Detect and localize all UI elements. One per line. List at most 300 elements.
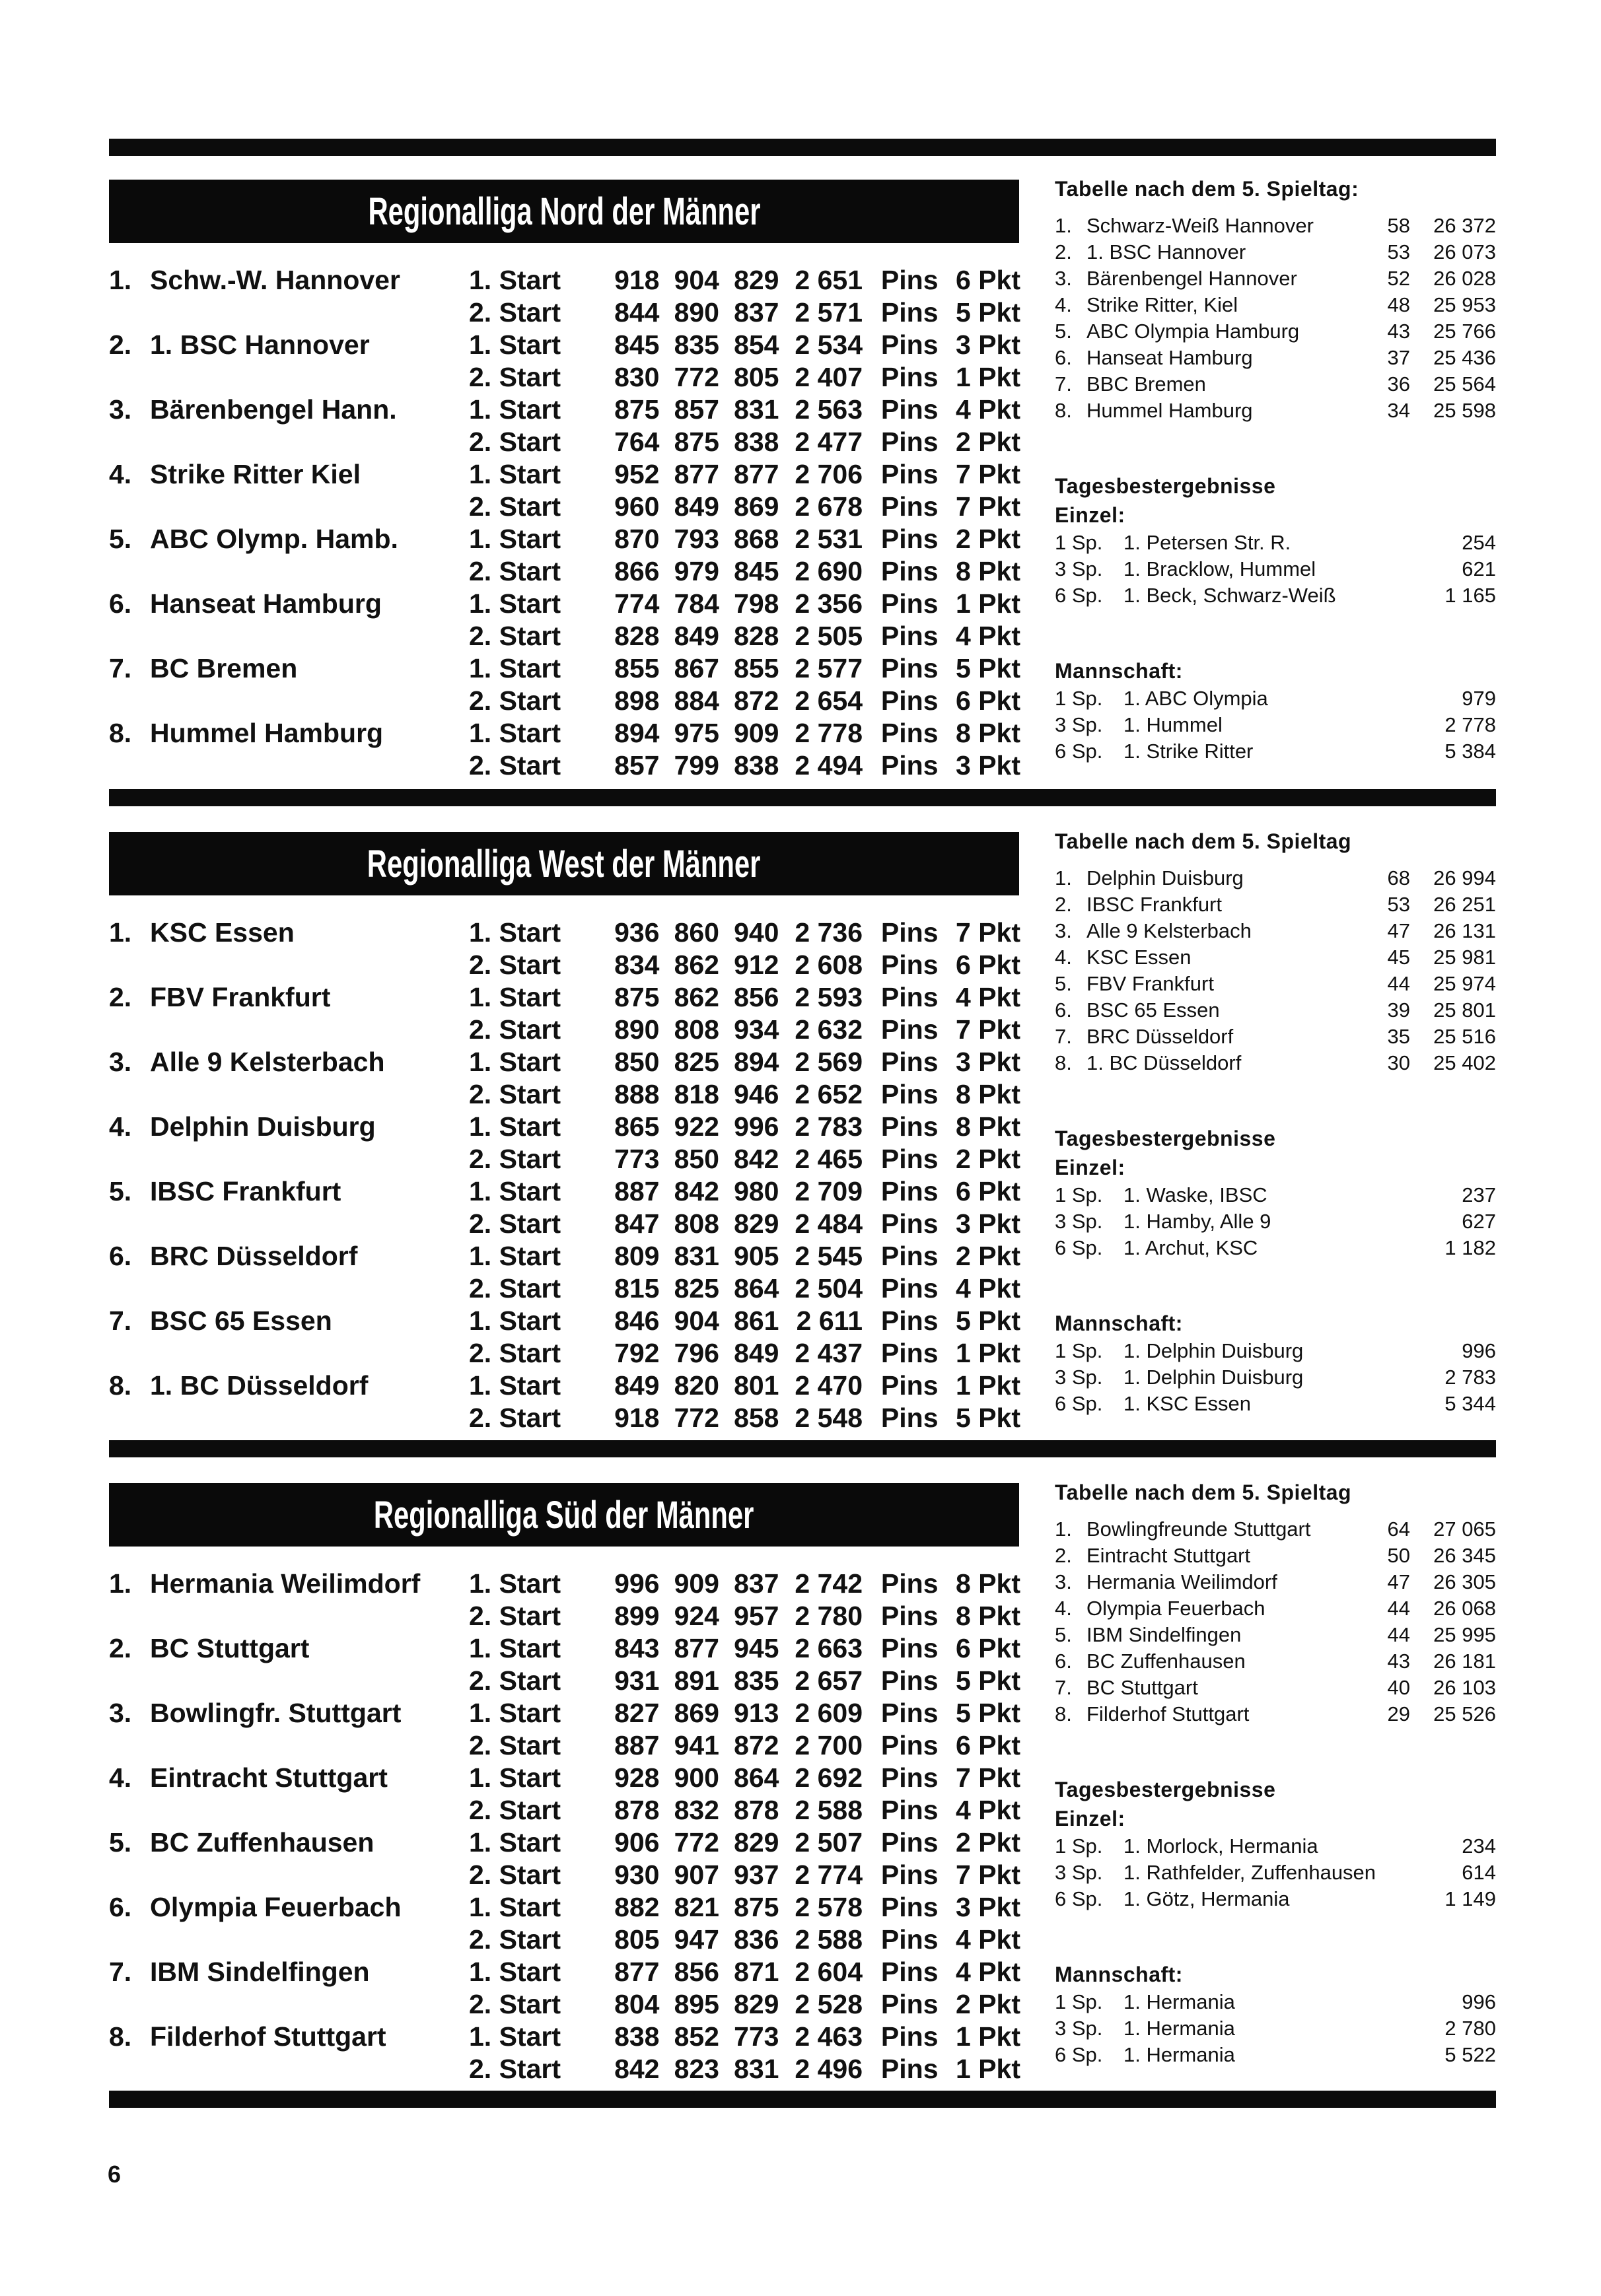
points-earned: 4 Pkt [956,1924,1020,1955]
game-3-score: 858 [734,1403,779,1433]
game-2-score: 831 [674,1241,719,1271]
best-value: 2 780 [1444,2017,1496,2040]
game-1-score: 846 [614,1305,660,1336]
start-label: 2. Start [469,1208,561,1239]
pins-unit: Pins [880,1111,939,1142]
game-1-score: 774 [614,588,660,619]
start-line [469,950,1020,981]
standings-position: 7. [1055,1025,1072,1048]
mannschaft-row [1055,1989,1496,2015]
standings-team: KSC Essen [1086,946,1192,969]
game-2-score: 922 [674,1111,719,1142]
start-label: 2. Start [469,1403,561,1433]
game-2-score: 857 [674,394,719,425]
best-value: 5 344 [1444,1392,1496,1415]
standings-pins: 26 028 [1433,267,1496,290]
standings-team: ABC Olympia Hamburg [1086,320,1300,343]
games-count: 1 Sp. [1055,1339,1103,1362]
pins-unit: Pins [880,556,939,586]
standings-points: 44 [1387,1597,1410,1620]
pins-unit: Pins [880,982,939,1012]
result-row [109,1632,1020,1665]
start-label: 2. Start [469,2054,561,2084]
team-cell [109,718,469,749]
start-line [469,1924,1020,1955]
einzel-row [1055,1886,1496,1912]
standings-row [1055,891,1496,918]
pins-unit: Pins [880,1665,939,1696]
result-row [109,1859,1020,1891]
game-1-score: 952 [614,459,660,489]
points-earned: 4 Pkt [956,1957,1020,1987]
total-pins: 2 778 [795,718,863,748]
result-row [109,1175,1020,1208]
team-rank: 5. [109,524,132,554]
team-name: FBV Frankfurt [150,982,331,1012]
best-name: 1. Petersen Str. R. [1123,531,1291,554]
total-pins: 2 569 [795,1047,863,1077]
result-row [109,949,1020,981]
game-2-score: 772 [674,1827,719,1858]
pins-unit: Pins [880,1014,939,1045]
game-2-score: 890 [674,297,719,328]
total-pins: 2 609 [795,1698,863,1728]
standings-points: 43 [1387,1650,1410,1673]
standings-team: 1. BSC Hannover [1086,240,1246,263]
pins-unit: Pins [880,1924,939,1955]
start-label: 2. Start [469,1730,561,1760]
best-value: 996 [1462,1339,1496,1362]
points-earned: 6 Pkt [956,685,1020,716]
game-2-score: 860 [674,917,719,948]
team-name: 1. BC Düsseldorf [150,1370,369,1401]
best-name: 1. KSC Essen [1123,1392,1251,1415]
standings-position: 6. [1055,346,1072,369]
start-line [469,653,1020,684]
total-pins: 2 700 [795,1730,863,1760]
game-1-score: 857 [614,750,660,781]
team-rank: 5. [109,1827,132,1858]
result-row [109,652,1020,685]
standings-position: 5. [1055,320,1072,343]
standings-row [1055,971,1496,997]
start-line [469,1568,1020,1599]
team-rank: 8. [109,1370,132,1401]
team-name: KSC Essen [150,917,295,948]
pins-unit: Pins [880,1957,939,1987]
result-row [109,1568,1020,1600]
game-2-score: 842 [674,1176,719,1206]
game-3-score: 934 [734,1014,779,1045]
pins-unit: Pins [880,718,939,748]
team-name: Hermania Weilimdorf [150,1568,421,1599]
standings-points: 30 [1387,1051,1410,1074]
game-1-score: 890 [614,1014,660,1045]
result-row [109,1272,1020,1305]
start-line [469,1795,1020,1826]
standings-points: 48 [1387,293,1410,316]
team-cell [109,265,469,296]
standings-points: 40 [1387,1676,1410,1699]
game-3-score: 828 [734,621,779,651]
start-label: 2. Start [469,1014,561,1045]
start-line [469,362,1020,393]
team-name: Bowlingfr. Stuttgart [150,1698,402,1728]
game-3-score: 856 [734,982,779,1012]
total-pins: 2 496 [795,2054,863,2084]
result-row [109,1826,1020,1859]
points-earned: 4 Pkt [956,394,1020,425]
mannschaft-row [1055,685,1496,712]
standings-position: 4. [1055,293,1072,316]
standings-row [1055,1050,1496,1076]
start-line [469,750,1020,781]
standings-row [1055,1675,1496,1701]
total-pins: 2 692 [795,1762,863,1793]
start-line [469,1730,1020,1761]
pins-unit: Pins [880,2021,939,2052]
pins-unit: Pins [880,1989,939,2019]
pins-unit: Pins [880,2054,939,2084]
total-pins: 2 588 [795,1795,863,1825]
start-label: 2. Start [469,950,561,980]
game-3-score: 831 [734,2054,779,2084]
result-row [109,555,1020,588]
games-count: 1 Sp. [1055,1183,1103,1206]
game-3-score: 829 [734,265,779,295]
game-3-score: 845 [734,556,779,586]
game-3-score: 875 [734,1892,779,1922]
result-row [109,491,1020,523]
league-title-banner [109,1483,1019,1547]
start-line [469,459,1020,490]
standings-team: 1. BC Düsseldorf [1086,1051,1242,1074]
start-label: 2. Start [469,556,561,586]
games-count: 3 Sp. [1055,557,1103,580]
games-count: 3 Sp. [1055,1861,1103,1884]
team-name: 1. BSC Hannover [150,330,370,360]
game-3-score: 842 [734,1144,779,1174]
start-line [469,1241,1020,1272]
start-label: 2. Start [469,1079,561,1109]
game-2-score: 904 [674,1305,719,1336]
team-cell [109,1957,469,1988]
best-value: 614 [1462,1861,1496,1884]
game-1-score: 918 [614,265,660,295]
total-pins: 2 531 [795,524,863,554]
start-line [469,621,1020,652]
standings-team: Strike Ritter, Kiel [1086,293,1238,316]
start-label: 2. Start [469,1924,561,1955]
game-3-score: 838 [734,427,779,457]
standings-row [1055,865,1496,891]
einzel-title: Einzel: [1055,503,1125,527]
standings-position: 1. [1055,866,1072,889]
standings-position: 8. [1055,1051,1072,1074]
points-earned: 7 Pkt [956,491,1020,522]
start-label: 1. Start [469,982,561,1012]
result-row [109,1891,1020,1924]
total-pins: 2 736 [795,917,863,948]
league-title: Regionalliga Nord der Männer [368,190,760,233]
points-earned: 8 Pkt [956,1601,1020,1631]
result-row [109,426,1020,458]
start-label: 2. Start [469,1860,561,1890]
game-3-score: 849 [734,1338,779,1368]
result-row [109,1370,1020,1402]
best-value: 1 165 [1444,584,1496,607]
start-line [469,1111,1020,1142]
start-label: 2. Start [469,297,561,328]
match-results [109,264,1020,782]
result-row [109,1665,1020,1697]
points-earned: 1 Pkt [956,362,1020,392]
standings-row [1055,345,1496,371]
game-1-score: 849 [614,1370,660,1401]
result-row [109,717,1020,749]
mannschaft-list [1055,1989,1496,2068]
standings-points: 29 [1387,1702,1410,1725]
start-line [469,427,1020,458]
points-earned: 6 Pkt [956,950,1020,980]
best-name: 1. Hermania [1123,1990,1235,2013]
game-2-score: 909 [674,1568,719,1599]
game-2-score: 900 [674,1762,719,1793]
pins-unit: Pins [880,1144,939,1174]
start-label: 2. Start [469,750,561,781]
standings-position: 4. [1055,1597,1072,1620]
standings-points: 50 [1387,1544,1410,1567]
standings-pins: 26 372 [1433,214,1496,237]
start-line [469,330,1020,361]
game-3-score: 805 [734,362,779,392]
team-cell [109,1698,469,1729]
mannschaft-row [1055,2042,1496,2068]
result-row [109,1143,1020,1175]
mannschaft-row [1055,712,1496,738]
start-line [469,1273,1020,1304]
result-row [109,329,1020,361]
total-pins: 2 604 [795,1957,863,1987]
team-name: Strike Ritter Kiel [150,459,361,489]
games-count: 3 Sp. [1055,713,1103,736]
games-count: 6 Sp. [1055,1236,1103,1259]
start-line [469,1144,1020,1175]
game-1-score: 830 [614,362,660,392]
points-earned: 7 Pkt [956,459,1020,489]
result-row [109,620,1020,652]
standings-row [1055,213,1496,239]
start-line [469,2021,1020,2052]
standings-position: 3. [1055,1570,1072,1593]
start-line [469,491,1020,522]
standings-title: Tabelle nach dem 5. Spieltag [1055,829,1352,853]
total-pins: 2 657 [795,1665,863,1696]
team-rank: 3. [109,1047,132,1077]
einzel-row [1055,582,1496,609]
start-line [469,1047,1020,1078]
best-name: 1. Delphin Duisburg [1123,1339,1304,1362]
game-1-score: 838 [614,2021,660,2052]
standings-position: 4. [1055,946,1072,969]
game-1-score: 805 [614,1924,660,1955]
einzel-title: Einzel: [1055,1807,1125,1830]
standings-pins: 26 131 [1433,919,1496,942]
standings-row [1055,239,1496,265]
start-label: 1. Start [469,1892,561,1922]
standings-title: Tabelle nach dem 5. Spieltag [1055,1480,1352,1504]
pins-unit: Pins [880,1305,939,1336]
game-3-score: 946 [734,1079,779,1109]
start-label: 1. Start [469,524,561,554]
game-3-score: 838 [734,750,779,781]
start-line [469,556,1020,587]
total-pins: 2 588 [795,1924,863,1955]
result-row [109,1402,1020,1434]
einzel-row [1055,1208,1496,1235]
game-3-score: 831 [734,394,779,425]
standings-points: 43 [1387,320,1410,343]
points-earned: 8 Pkt [956,556,1020,586]
standings-pins: 25 516 [1433,1025,1496,1048]
game-2-score: 835 [674,330,719,360]
game-2-score: 947 [674,1924,719,1955]
result-row [109,1794,1020,1826]
team-cell [109,459,469,490]
points-earned: 7 Pkt [956,1762,1020,1793]
start-label: 1. Start [469,265,561,295]
best-name: 1. Hermania [1123,2017,1235,2040]
game-3-score: 837 [734,297,779,328]
game-2-score: 821 [674,1892,719,1922]
result-row [109,1305,1020,1337]
standings-team: Olympia Feuerbach [1086,1597,1265,1620]
result-row [109,981,1020,1014]
game-1-score: 899 [614,1601,660,1631]
points-earned: 5 Pkt [956,1698,1020,1728]
team-name: Olympia Feuerbach [150,1892,402,1922]
standings-title: Tabelle nach dem 5. Spieltag: [1055,177,1359,201]
team-cell [109,1762,469,1793]
team-cell [109,1305,469,1337]
team-rank: 7. [109,1957,132,1987]
start-line [469,1762,1020,1793]
best-name: 1. Archut, KSC [1123,1236,1258,1259]
standings-team: Hanseat Hamburg [1086,346,1253,369]
team-cell [109,917,469,948]
standings-position: 8. [1055,399,1072,422]
section-divider [109,1440,1496,1457]
standings-row [1055,1595,1496,1622]
game-2-score: 852 [674,2021,719,2052]
game-3-score: 864 [734,1273,779,1304]
start-label: 2. Start [469,685,561,716]
mannschaft-title: Mannschaft: [1055,1311,1183,1335]
game-1-score: 996 [614,1568,660,1599]
start-label: 1. Start [469,1568,561,1599]
start-label: 1. Start [469,1305,561,1336]
total-pins: 2 534 [795,330,863,360]
league-title: Regionalliga Süd der Männer [374,1493,754,1537]
points-earned: 1 Pkt [956,2054,1020,2084]
standings-team: Schwarz-Weiß Hannover [1086,214,1314,237]
total-pins: 2 356 [795,588,863,619]
game-2-score: 825 [674,1273,719,1304]
game-2-score: 850 [674,1144,719,1174]
standings-points: 64 [1387,1517,1410,1541]
bottom-rule [109,2091,1496,2108]
total-pins: 2 780 [795,1601,863,1631]
standings-row [1055,292,1496,318]
start-label: 1. Start [469,1176,561,1206]
game-2-score: 895 [674,1989,719,2019]
team-cell [109,588,469,619]
points-earned: 4 Pkt [956,1795,1020,1825]
standings-row [1055,1622,1496,1648]
pins-unit: Pins [880,330,939,360]
game-3-score: 872 [734,685,779,716]
einzel-row [1055,1833,1496,1860]
game-3-score: 894 [734,1047,779,1077]
standings-row [1055,1516,1496,1543]
points-earned: 6 Pkt [956,265,1020,295]
start-label: 2. Start [469,1338,561,1368]
pins-unit: Pins [880,427,939,457]
standings-position: 2. [1055,240,1072,263]
game-1-score: 827 [614,1698,660,1728]
mannschaft-title: Mannschaft: [1055,1963,1183,1986]
game-2-score: 862 [674,950,719,980]
team-name: IBSC Frankfurt [150,1176,341,1206]
game-1-score: 815 [614,1273,660,1304]
game-1-score: 906 [614,1827,660,1858]
game-2-score: 849 [674,491,719,522]
game-2-score: 849 [674,621,719,651]
start-label: 2. Start [469,1273,561,1304]
start-line [469,1403,1020,1434]
game-2-score: 808 [674,1014,719,1045]
game-1-score: 930 [614,1860,660,1890]
game-3-score: 773 [734,2021,779,2052]
standings-row [1055,944,1496,971]
game-3-score: 878 [734,1795,779,1825]
total-pins: 2 470 [795,1370,863,1401]
game-3-score: 940 [734,917,779,948]
pins-unit: Pins [880,621,939,651]
standings-pins: 25 436 [1433,346,1496,369]
standings-position: 6. [1055,998,1072,1022]
game-1-score: 882 [614,1892,660,1922]
team-cell [109,1370,469,1401]
result-row [109,2053,1020,2085]
standings-team: BC Stuttgart [1086,1676,1198,1699]
standings-team: FBV Frankfurt [1086,972,1214,995]
game-3-score: 801 [734,1370,779,1401]
game-3-score: 835 [734,1665,779,1696]
standings-row [1055,1024,1496,1050]
total-pins: 2 465 [795,1144,863,1174]
team-cell [109,1568,469,1599]
standings-team: Eintracht Stuttgart [1086,1544,1251,1567]
standings-pins: 25 953 [1433,293,1496,316]
result-row [109,1729,1020,1762]
standings-pins: 25 981 [1433,946,1496,969]
team-name: Eintracht Stuttgart [150,1762,388,1793]
game-2-score: 808 [674,1208,719,1239]
game-2-score: 975 [674,718,719,748]
points-earned: 7 Pkt [956,917,1020,948]
mannschaft-row [1055,1338,1496,1364]
